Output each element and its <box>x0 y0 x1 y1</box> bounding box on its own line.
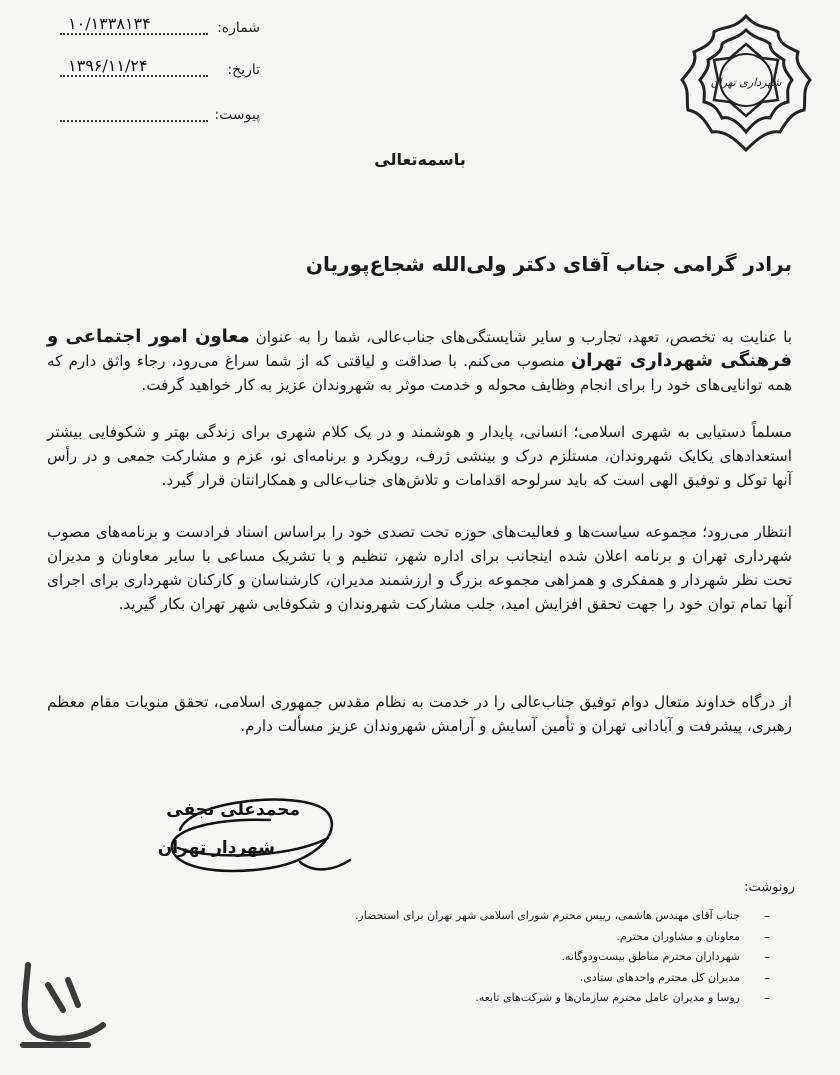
list-item-text: مدیران کل محترم واحدهای ستادی. <box>579 970 740 984</box>
dash-bullet-icon: – <box>764 950 770 964</box>
letter-date-label: تاریخ: <box>227 62 260 78</box>
list-item <box>300 927 770 948</box>
tehran-municipality-logo <box>666 8 826 158</box>
paragraph-closing: از درگاه خداوند متعال دوام توفیق جناب‌عالی را در خدمت به نظام مقدس جمهوری اسلامی، تحقق منویات مقام معظم رهبری، پیشرفت و آبادانی تهران و تأمین آسایش و آرامش شهروندان عزیز مسألت دارم. <box>47 693 792 735</box>
copies-list <box>300 906 770 1009</box>
paragraph-text: با عنایت به تخصص، تعهد، تجارب و سایر شایستگی‌های جناب‌عالی، شما را به عنوان <box>249 328 792 346</box>
list-item-text: روسا و مدیران عامل محترم سازمان‌ها و شرکت‌های تابعه. <box>475 991 740 1004</box>
dash-bullet-icon: – <box>764 909 770 923</box>
dotted-line <box>60 120 208 122</box>
signer-name: محمدعلی نجفی <box>166 800 300 820</box>
logo-text: شهرداری تهران <box>710 76 782 89</box>
list-item <box>300 968 770 989</box>
dash-bullet-icon: – <box>764 929 770 944</box>
dotted-line <box>60 75 208 77</box>
list-item <box>300 906 770 927</box>
signer-title: شهردار تهران <box>157 838 275 858</box>
letter-date-field <box>60 58 260 86</box>
letter-date-value: ۱۳۹۶/۱۱/۲۴ <box>68 56 148 75</box>
letter-number-field <box>60 16 260 44</box>
letter-number-value: ۱۰/۱۳۳۸۱۳۴ <box>68 14 151 33</box>
paragraph-expectations: انتظار می‌رود؛ مجموعه سیاست‌ها و فعالیت‌های حوزه تحت تصدی خود را براساس اسناد فرادست و برنامه‌های مصوب شهرداری تهران و برنامه اعلان شده اینجانب برای اداره شهر، تنظیم و با تشریک مساعی با سایر معاونان و مدیران تحت نظر شهردار و همفکری و همراهی مجموعه بزرگ و ارزشمند مدیران، کارشناسان و کارکنان شهرداری برای اجرای آنها تمام توان خود را جهت تحقق افزایش امید، جلب مشارکت شهروندان و شکوفایی شهر تهران بکار گیرید. <box>47 523 792 613</box>
list-item <box>300 988 770 1009</box>
paragraph-vision: مسلماً دستیابی به شهری اسلامی؛ انسانی، پایدار و هوشمند و در یک کلام شهری برای زندگی بهتر و شکوفایی بیشتر استعدادهای یکایک شهروندان، مستلزم درک و بینشی ژرف، رویکرد و برنامه‌ای نو، عزم و مشارکت جمعی و در رأس آنها توکل و توفیق الهی است که باید سرلوحه اقدامات و تلاش‌های جناب‌عالی و همکارانتان قرار گیرد. <box>47 423 792 489</box>
list-item-text: معاونان و مشاوران محترم. <box>616 929 740 943</box>
list-item-text: جناب آقای مهندس هاشمی، رییس محترم شورای اسلامی شهر تهران برای استحضار. <box>354 909 740 922</box>
salutation-heading: برادر گرامی جناب آقای دکتر ولی‌الله شجاع‌پوریان <box>305 252 792 276</box>
dotted-line <box>60 33 208 35</box>
letter-attachment-label: پیوست: <box>214 107 260 123</box>
list-item <box>300 947 770 968</box>
watermark-logo <box>8 955 113 1055</box>
dash-bullet-icon: – <box>764 970 770 985</box>
paragraph-appointment <box>47 325 792 397</box>
letter-number-label: شماره: <box>217 20 260 36</box>
dash-bullet-icon: – <box>764 991 770 1005</box>
copies-title: رونوشت: <box>744 880 795 895</box>
paragraph-text: منصوب می‌کنم. با صداقت و لیاقتی که از شما سراغ می‌رود، رجاء واثق دارم که همه توانایی‌های خود را برای انجام وظایف محوله و خدمت موثر به شهروندان عزیز به کار خواهید گرفت. <box>47 352 792 394</box>
basmala-heading: باسمه‌تعالی <box>374 150 466 169</box>
list-item-text: شهرداران محترم مناطق بیست‌ودوگانه. <box>561 950 740 963</box>
letter-attachment-field <box>60 103 260 131</box>
appointment-title: معاون امور اجتماعی و فرهنگی شهرداری تهران <box>47 326 792 371</box>
